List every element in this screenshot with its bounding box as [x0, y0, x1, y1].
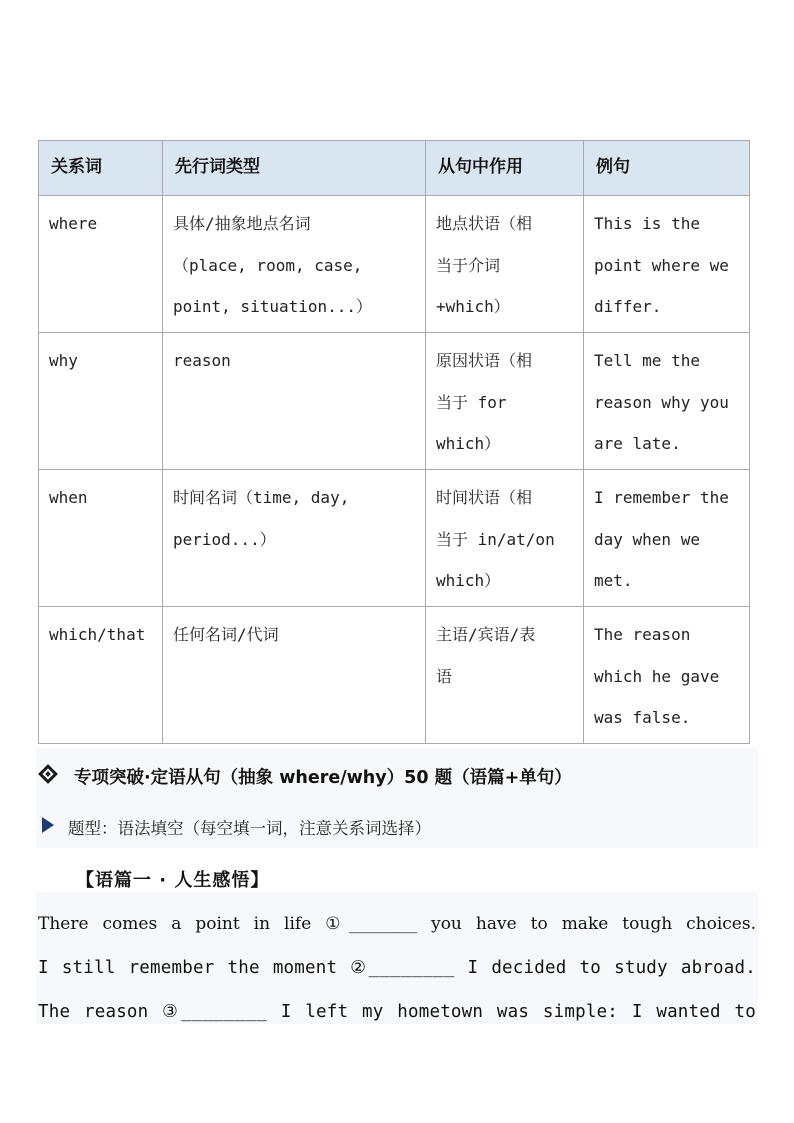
cell-role: 原因状语（相 当于 for which）	[426, 333, 584, 470]
section-heading	[36, 748, 758, 804]
header-example: 例句	[584, 141, 750, 196]
relative-words-table	[38, 140, 750, 744]
section-heading-text: 专项突破·定语从句（抽象 where/why）50 题（语篇+单句）	[74, 768, 572, 788]
header-clause-role: 从句中作用	[426, 141, 584, 196]
header-relative-word: 关系词	[39, 141, 163, 196]
cell-role: 地点状语（相 当于介词 +which）	[426, 196, 584, 333]
cell-word: when	[39, 470, 163, 607]
cell-example: The reason which he gave was false.	[584, 607, 750, 744]
passage-line: I still remember the moment ②________ I decided to study abroad.	[38, 958, 756, 978]
table-header-row	[39, 141, 750, 196]
cell-word: where	[39, 196, 163, 333]
cell-antecedent: reason	[163, 333, 426, 470]
question-type-line	[36, 804, 758, 848]
diamond-bullet-icon	[38, 764, 58, 784]
passage-title	[36, 848, 758, 892]
passage-line: There comes a point in life ①________ you have to make tough choices.	[38, 914, 756, 934]
cell-antecedent: 任何名词/代词	[163, 607, 426, 744]
passage-line: The reason ③________ I left my hometown was simple: I wanted to	[38, 1002, 756, 1022]
cell-example: This is the point where we differ.	[584, 196, 750, 333]
table-row	[39, 470, 750, 607]
question-type-text: 题型：语法填空（每空填一词，注意关系词选择）	[68, 819, 431, 838]
passage-title-text: 【语篇一 · 人生感悟】	[76, 870, 270, 891]
cell-antecedent: 时间名词（time, day, period...）	[163, 470, 426, 607]
cell-word: which/that	[39, 607, 163, 744]
table-row	[39, 607, 750, 744]
table-row	[39, 196, 750, 333]
table-row	[39, 333, 750, 470]
cell-antecedent: 具体/抽象地点名词 （place, room, case, point, situation...）	[163, 196, 426, 333]
cell-role: 主语/宾语/表 语	[426, 607, 584, 744]
cell-example: I remember the day when we met.	[584, 470, 750, 607]
cell-role: 时间状语（相 当于 in/at/on which）	[426, 470, 584, 607]
cell-word: why	[39, 333, 163, 470]
passage-body	[36, 892, 758, 1024]
triangle-bullet-icon	[42, 817, 54, 833]
cell-example: Tell me the reason why you are late.	[584, 333, 750, 470]
header-antecedent-type: 先行词类型	[163, 141, 426, 196]
